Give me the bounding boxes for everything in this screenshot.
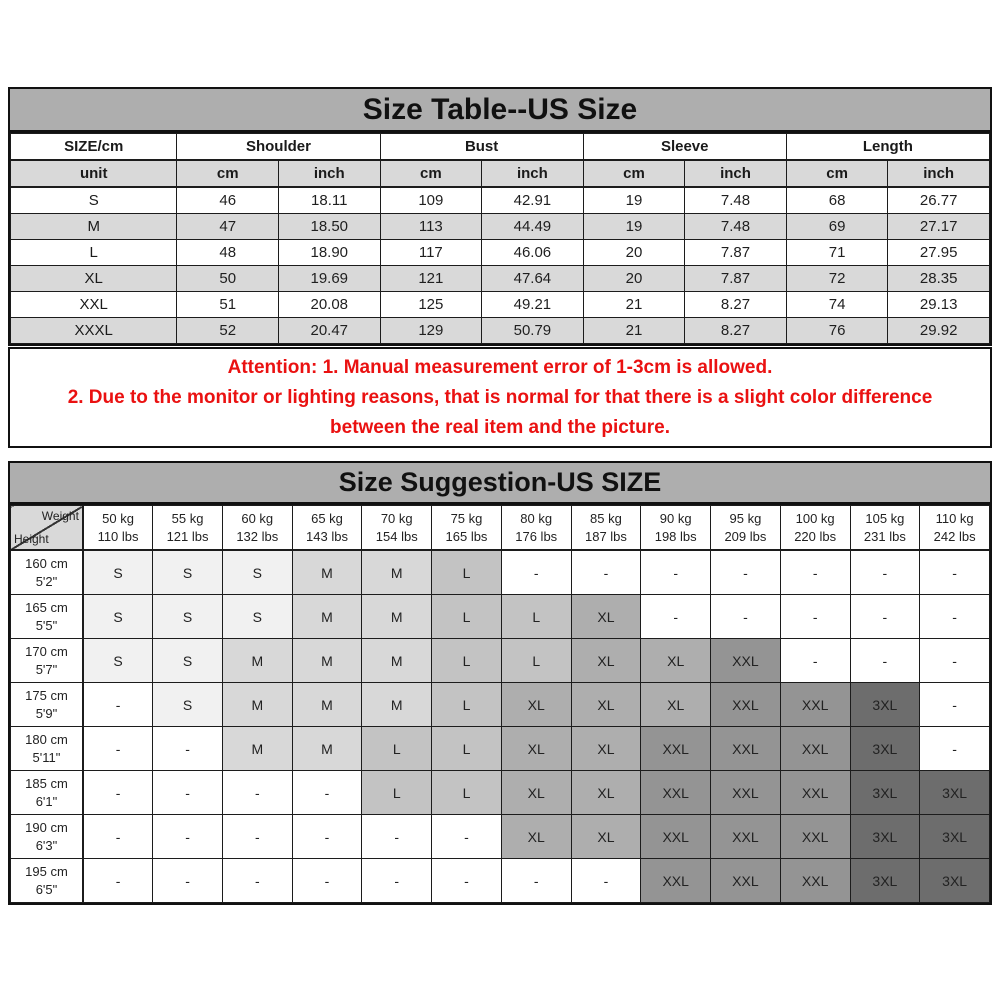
weight-kg: 85 kg	[590, 510, 622, 526]
no-size-cell: -	[501, 859, 571, 903]
measurement-value: 69	[786, 214, 888, 240]
suggested-size-cell: XXL	[711, 771, 781, 815]
suggested-size-cell: M	[292, 727, 362, 771]
weight-kg: 70 kg	[380, 510, 413, 526]
no-size-cell: -	[850, 595, 920, 639]
weight-header	[432, 506, 502, 551]
measurement-value: 27.95	[888, 240, 990, 266]
height-header	[11, 639, 83, 683]
no-size-cell: -	[362, 859, 432, 903]
attention-note	[8, 347, 992, 448]
attention-line-2: 2. Due to the monitor or lighting reasons, that is normal for that there is a slight color difference	[67, 386, 933, 408]
measurement-value: 71	[786, 240, 888, 266]
measurement-value: 20.47	[278, 318, 380, 344]
height-header	[11, 771, 83, 815]
weight-header	[362, 506, 432, 551]
unit-header: inch	[278, 160, 380, 187]
no-size-cell: -	[83, 771, 153, 815]
no-size-cell: -	[432, 859, 502, 903]
suggested-size-cell: XL	[641, 683, 711, 727]
measurement-value: 18.50	[278, 214, 380, 240]
suggested-size-cell: M	[292, 595, 362, 639]
suggested-size-cell: XXL	[780, 771, 850, 815]
suggested-size-cell: 3XL	[850, 815, 920, 859]
size-label: XL	[11, 266, 177, 292]
suggested-size-cell: S	[153, 683, 223, 727]
measurement-value: 20	[583, 240, 685, 266]
suggested-size-cell: XXL	[711, 727, 781, 771]
unit-header: cm	[380, 160, 482, 187]
suggested-size-cell: XXL	[711, 815, 781, 859]
size-row	[11, 292, 990, 318]
weight-lbs: 110 lbs	[97, 528, 139, 544]
weight-lbs: 176 lbs	[515, 528, 558, 544]
no-size-cell: -	[362, 815, 432, 859]
size-table-header-row	[11, 134, 990, 161]
suggested-size-cell: 3XL	[920, 859, 990, 903]
suggested-size-cell: 3XL	[920, 771, 990, 815]
measurement-value: 50.79	[482, 318, 584, 344]
measurement-value: 8.27	[685, 318, 787, 344]
no-size-cell: -	[83, 727, 153, 771]
suggested-size-cell: 3XL	[850, 683, 920, 727]
height-row	[11, 815, 990, 859]
suggested-size-cell: M	[292, 639, 362, 683]
size-table-section	[8, 87, 992, 346]
measurement-value: 7.87	[685, 240, 787, 266]
suggested-size-cell: XXL	[780, 859, 850, 903]
suggested-size-cell: S	[83, 595, 153, 639]
height-header	[11, 815, 83, 859]
weight-header	[850, 506, 920, 551]
no-size-cell: -	[780, 550, 850, 595]
suggested-size-cell: XL	[571, 727, 641, 771]
measurement-value: 48	[177, 240, 279, 266]
no-size-cell: -	[153, 727, 223, 771]
height-cm: 165 cm	[25, 599, 68, 615]
no-size-cell: -	[850, 639, 920, 683]
measurement-value: 19.69	[278, 266, 380, 292]
height-cm: 160 cm	[25, 555, 68, 571]
measurement-value: 113	[380, 214, 482, 240]
unit-header: cm	[583, 160, 685, 187]
suggested-size-cell: M	[362, 595, 432, 639]
no-size-cell: -	[83, 859, 153, 903]
no-size-cell: -	[153, 771, 223, 815]
suggested-size-cell: XL	[571, 639, 641, 683]
suggested-size-cell: M	[222, 727, 292, 771]
corner-cell	[11, 506, 83, 551]
suggested-size-cell: XL	[571, 815, 641, 859]
suggested-size-cell: XXL	[641, 771, 711, 815]
no-size-cell: -	[711, 595, 781, 639]
measurement-value: 76	[786, 318, 888, 344]
weight-header	[153, 506, 223, 551]
weight-lbs: 154 lbs	[375, 528, 418, 544]
column-header: Sleeve	[583, 134, 786, 161]
weight-kg: 105 kg	[865, 510, 905, 526]
weight-lbs: 198 lbs	[654, 528, 697, 544]
measurement-value: 7.48	[685, 214, 787, 240]
no-size-cell: -	[711, 550, 781, 595]
suggested-size-cell: L	[501, 595, 571, 639]
no-size-cell: -	[292, 771, 362, 815]
measurement-value: 74	[786, 292, 888, 318]
column-header: SIZE/cm	[11, 134, 177, 161]
suggested-size-cell: M	[362, 639, 432, 683]
unit-header: inch	[888, 160, 990, 187]
no-size-cell: -	[780, 595, 850, 639]
weight-header	[711, 506, 781, 551]
measurement-value: 121	[380, 266, 482, 292]
suggested-size-cell: XL	[501, 815, 571, 859]
measurement-value: 8.27	[685, 292, 787, 318]
height-row	[11, 683, 990, 727]
height-cm: 170 cm	[25, 643, 68, 659]
height-ft: 5'9"	[35, 705, 58, 721]
suggested-size-cell: S	[222, 595, 292, 639]
weight-header	[501, 506, 571, 551]
column-header: Shoulder	[177, 134, 380, 161]
size-table-title: Size Table--US Size	[10, 89, 990, 133]
height-cm: 175 cm	[25, 687, 68, 703]
height-row	[11, 639, 990, 683]
suggested-size-cell: XL	[571, 771, 641, 815]
measurement-value: 72	[786, 266, 888, 292]
suggested-size-cell: L	[501, 639, 571, 683]
height-cm: 190 cm	[25, 819, 68, 835]
attention-line-1: Attention: 1. Manual measurement error of 1-3cm is allowed.	[227, 356, 773, 378]
weight-lbs: 209 lbs	[724, 528, 767, 544]
measurement-value: 18.11	[278, 187, 380, 214]
size-label: L	[11, 240, 177, 266]
weight-kg: 80 kg	[520, 510, 553, 526]
weight-lbs: 187 lbs	[584, 528, 627, 544]
measurement-value: 44.49	[482, 214, 584, 240]
weight-kg: 110 kg	[935, 510, 974, 526]
measurement-value: 50	[177, 266, 279, 292]
weight-header-row	[11, 506, 990, 551]
weight-header	[571, 506, 641, 551]
suggested-size-cell: S	[153, 595, 223, 639]
measurement-value: 29.13	[888, 292, 990, 318]
suggested-size-cell: M	[362, 683, 432, 727]
weight-lbs: 143 lbs	[306, 528, 348, 544]
height-ft: 5'7"	[35, 661, 58, 677]
no-size-cell: -	[222, 859, 292, 903]
height-ft: 6'1"	[35, 793, 58, 809]
height-row	[11, 727, 990, 771]
suggested-size-cell: L	[432, 550, 502, 595]
no-size-cell: -	[153, 815, 223, 859]
size-table	[10, 133, 990, 344]
size-suggestion-title: Size Suggestion-US SIZE	[10, 463, 990, 505]
weight-header	[83, 506, 153, 551]
unit-header: cm	[786, 160, 888, 187]
suggested-size-cell: 3XL	[850, 727, 920, 771]
no-size-cell: -	[641, 595, 711, 639]
suggested-size-cell: XXL	[641, 859, 711, 903]
suggested-size-cell: M	[222, 639, 292, 683]
suggested-size-cell: XXL	[711, 639, 781, 683]
measurement-value: 51	[177, 292, 279, 318]
suggested-size-cell: 3XL	[920, 815, 990, 859]
weight-lbs: 242 lbs	[933, 528, 976, 544]
suggested-size-cell: M	[292, 683, 362, 727]
size-row	[11, 318, 990, 344]
measurement-value: 42.91	[482, 187, 584, 214]
suggested-size-cell: M	[222, 683, 292, 727]
suggested-size-cell: XXL	[780, 815, 850, 859]
no-size-cell: -	[920, 639, 990, 683]
height-ft: 5'2"	[35, 573, 58, 589]
no-size-cell: -	[850, 550, 920, 595]
measurement-value: 27.17	[888, 214, 990, 240]
no-size-cell: -	[292, 859, 362, 903]
no-size-cell: -	[920, 550, 990, 595]
suggested-size-cell: XL	[571, 683, 641, 727]
size-label: M	[11, 214, 177, 240]
suggested-size-cell: XXL	[780, 727, 850, 771]
attention-line-3: between the real item and the picture.	[330, 416, 670, 438]
no-size-cell: -	[501, 550, 571, 595]
no-size-cell: -	[641, 550, 711, 595]
suggested-size-cell: XXL	[641, 815, 711, 859]
measurement-value: 20	[583, 266, 685, 292]
height-ft: 6'5"	[35, 881, 58, 897]
size-suggestion-section	[8, 461, 992, 905]
corner-weight-label: Weight	[41, 509, 79, 523]
weight-kg: 90 kg	[659, 510, 692, 526]
no-size-cell: -	[571, 550, 641, 595]
measurement-value: 49.21	[482, 292, 584, 318]
weight-lbs: 220 lbs	[794, 528, 837, 544]
height-header	[11, 727, 83, 771]
unit-header: inch	[685, 160, 787, 187]
measurement-value: 7.48	[685, 187, 787, 214]
no-size-cell: -	[83, 815, 153, 859]
suggested-size-cell: L	[432, 727, 502, 771]
height-row	[11, 859, 990, 903]
measurement-value: 21	[583, 292, 685, 318]
weight-header	[222, 506, 292, 551]
suggested-size-cell: S	[83, 550, 153, 595]
weight-kg: 55 kg	[171, 510, 204, 526]
measurement-value: 46	[177, 187, 279, 214]
suggested-size-cell: 3XL	[850, 771, 920, 815]
no-size-cell: -	[571, 859, 641, 903]
weight-header	[780, 506, 850, 551]
size-suggestion-table	[10, 505, 990, 903]
size-label: XXL	[11, 292, 177, 318]
unit-row	[11, 160, 990, 187]
height-ft: 5'11"	[32, 749, 61, 765]
height-ft: 6'3"	[35, 837, 58, 853]
no-size-cell: -	[222, 771, 292, 815]
measurement-value: 117	[380, 240, 482, 266]
suggested-size-cell: L	[432, 771, 502, 815]
height-header	[11, 683, 83, 727]
height-header	[11, 550, 83, 595]
suggested-size-cell: XXL	[711, 683, 781, 727]
weight-kg: 95 kg	[729, 510, 762, 526]
no-size-cell: -	[920, 683, 990, 727]
size-label: S	[11, 187, 177, 214]
size-row	[11, 266, 990, 292]
weight-header	[920, 506, 990, 551]
suggested-size-cell: M	[362, 550, 432, 595]
suggested-size-cell: XL	[501, 771, 571, 815]
weight-kg: 65 kg	[311, 510, 343, 526]
size-row	[11, 214, 990, 240]
suggested-size-cell: L	[432, 639, 502, 683]
suggested-size-cell: XL	[641, 639, 711, 683]
measurement-value: 47.64	[482, 266, 584, 292]
no-size-cell: -	[153, 859, 223, 903]
unit-header: cm	[177, 160, 279, 187]
size-row	[11, 240, 990, 266]
no-size-cell: -	[83, 683, 153, 727]
no-size-cell: -	[920, 727, 990, 771]
suggested-size-cell: 3XL	[850, 859, 920, 903]
suggested-size-cell: XXL	[641, 727, 711, 771]
measurement-value: 19	[583, 187, 685, 214]
measurement-value: 109	[380, 187, 482, 214]
suggested-size-cell: M	[292, 550, 362, 595]
measurement-value: 7.87	[685, 266, 787, 292]
corner-height-label: Height	[14, 532, 49, 546]
height-cm: 185 cm	[25, 775, 68, 791]
suggested-size-cell: S	[153, 639, 223, 683]
suggested-size-cell: L	[432, 683, 502, 727]
weight-header	[641, 506, 711, 551]
weight-lbs: 165 lbs	[445, 528, 488, 544]
height-cm: 195 cm	[25, 863, 68, 879]
column-header: Length	[786, 134, 989, 161]
measurement-value: 21	[583, 318, 685, 344]
weight-kg: 60 kg	[241, 510, 274, 526]
height-ft: 5'5"	[35, 617, 58, 633]
measurement-value: 18.90	[278, 240, 380, 266]
no-size-cell: -	[780, 639, 850, 683]
size-label: XXXL	[11, 318, 177, 344]
suggested-size-cell: XXL	[711, 859, 781, 903]
size-row	[11, 187, 990, 214]
measurement-value: 125	[380, 292, 482, 318]
unit-header: unit	[11, 160, 177, 187]
suggested-size-cell: XL	[571, 595, 641, 639]
weight-kg: 75 kg	[450, 510, 483, 526]
measurement-value: 52	[177, 318, 279, 344]
weight-header	[292, 506, 362, 551]
weight-lbs: 121 lbs	[166, 528, 209, 544]
weight-kg: 100 kg	[795, 510, 835, 526]
measurement-value: 46.06	[482, 240, 584, 266]
measurement-value: 47	[177, 214, 279, 240]
measurement-value: 68	[786, 187, 888, 214]
suggested-size-cell: S	[153, 550, 223, 595]
measurement-value: 29.92	[888, 318, 990, 344]
suggested-size-cell: L	[362, 727, 432, 771]
measurement-value: 26.77	[888, 187, 990, 214]
weight-lbs: 231 lbs	[863, 528, 906, 544]
column-header: Bust	[380, 134, 583, 161]
height-cm: 180 cm	[25, 731, 68, 747]
measurement-value: 20.08	[278, 292, 380, 318]
suggested-size-cell: L	[432, 595, 502, 639]
suggested-size-cell: L	[362, 771, 432, 815]
measurement-value: 129	[380, 318, 482, 344]
height-header	[11, 595, 83, 639]
measurement-value: 28.35	[888, 266, 990, 292]
suggested-size-cell: XL	[501, 683, 571, 727]
height-row	[11, 771, 990, 815]
height-header	[11, 859, 83, 903]
weight-lbs: 132 lbs	[236, 528, 279, 544]
no-size-cell: -	[920, 595, 990, 639]
suggested-size-cell: XXL	[780, 683, 850, 727]
measurement-value: 19	[583, 214, 685, 240]
no-size-cell: -	[432, 815, 502, 859]
height-row	[11, 595, 990, 639]
suggested-size-cell: S	[222, 550, 292, 595]
suggested-size-cell: S	[83, 639, 153, 683]
no-size-cell: -	[292, 815, 362, 859]
no-size-cell: -	[222, 815, 292, 859]
height-row	[11, 550, 990, 595]
suggested-size-cell: XL	[501, 727, 571, 771]
unit-header: inch	[482, 160, 584, 187]
weight-kg: 50 kg	[102, 510, 134, 526]
